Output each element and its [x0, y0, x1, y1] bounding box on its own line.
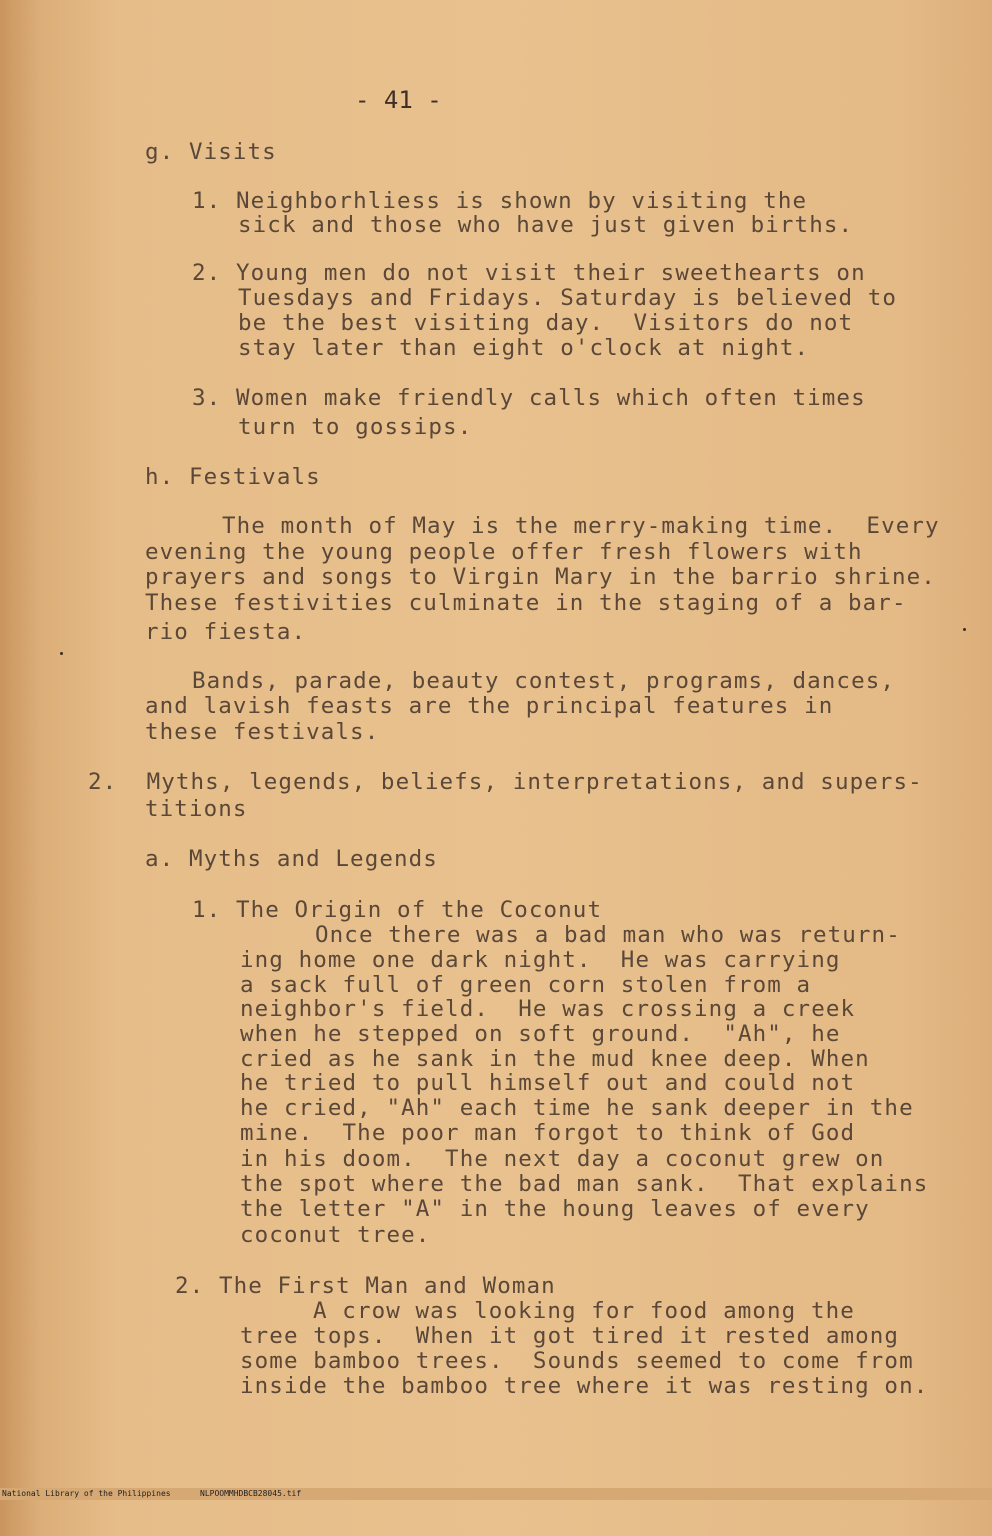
text-line: g. Visits — [145, 139, 277, 165]
text-line: 2. Young men do not visit their sweethearts on — [192, 260, 866, 286]
paper-speck — [60, 652, 63, 655]
text-line: tree tops. When it got tired it rested among — [240, 1323, 900, 1349]
text-line: 2. Myths, legends, beliefs, interpretations, and supers- — [88, 769, 923, 795]
text-line: 1. Neighborhliess is shown by visiting the — [192, 188, 808, 214]
text-line: in his doom. The next day a coconut grew on — [240, 1146, 885, 1172]
text-line: 2. The First Man and Woman — [175, 1273, 556, 1299]
text-line: these festivals. — [145, 719, 380, 745]
text-line: inside the bamboo tree where it was resting on. — [240, 1373, 929, 1399]
text-line: 3. Women make friendly calls which often times — [192, 385, 866, 411]
text-line: Tuesdays and Fridays. Saturday is believed to — [238, 285, 898, 311]
text-line: The month of May is the merry-making time. Every — [222, 513, 940, 539]
text-line: h. Festivals — [145, 464, 321, 490]
text-line: coconut tree. — [240, 1222, 431, 1248]
text-line: prayers and songs to Virgin Mary in the barrio shrine. — [145, 564, 936, 590]
text-line: neighbor's field. He was crossing a creek — [240, 996, 856, 1022]
text-line: These festivities culminate in the staging of a bar- — [145, 590, 907, 616]
library-credit: National Library of the Philippines — [2, 1489, 171, 1498]
text-line: he cried, "Ah" each time he sank deeper in the — [240, 1095, 914, 1121]
text-line: rio fiesta. — [145, 619, 307, 645]
text-line: and lavish feasts are the principal features in — [145, 693, 834, 719]
paper-speck — [963, 628, 966, 631]
text-line: when he stepped on soft ground. "Ah", he — [240, 1021, 841, 1047]
text-line: titions — [145, 796, 248, 822]
text-line: the spot where the bad man sank. That explains — [240, 1171, 929, 1197]
scan-footer — [0, 1488, 992, 1500]
text-line: Bands, parade, beauty contest, programs, dances, — [192, 668, 896, 694]
text-line: turn to gossips. — [238, 414, 473, 440]
text-line: Once there was a bad man who was return- — [315, 922, 901, 948]
text-line: ing home one dark night. He was carrying — [240, 947, 841, 973]
file-identifier: NLPOOMMHDBCB28045.tif — [200, 1489, 302, 1498]
text-line: mine. The poor man forgot to think of God — [240, 1120, 856, 1146]
text-line: A crow was looking for food among the — [313, 1298, 855, 1324]
text-line: cried as he sank in the mud knee deep. When — [240, 1046, 870, 1072]
text-line: a. Myths and Legends — [145, 846, 438, 872]
text-line: evening the young people offer fresh flowers with — [145, 539, 863, 565]
text-line: stay later than eight o'clock at night. — [238, 335, 810, 361]
text-line: he tried to pull himself out and could not — [240, 1070, 856, 1096]
text-line: some bamboo trees. Sounds seemed to come from — [240, 1348, 914, 1374]
text-line: a sack full of green corn stolen from a — [240, 972, 812, 998]
text-line: sick and those who have just given births. — [238, 212, 854, 238]
text-line: be the best visiting day. Visitors do not — [238, 310, 854, 336]
page-number: - 41 - — [355, 86, 442, 114]
text-line: the letter "A" in the houng leaves of every — [240, 1196, 870, 1222]
text-line: 1. The Origin of the Coconut — [192, 897, 603, 923]
